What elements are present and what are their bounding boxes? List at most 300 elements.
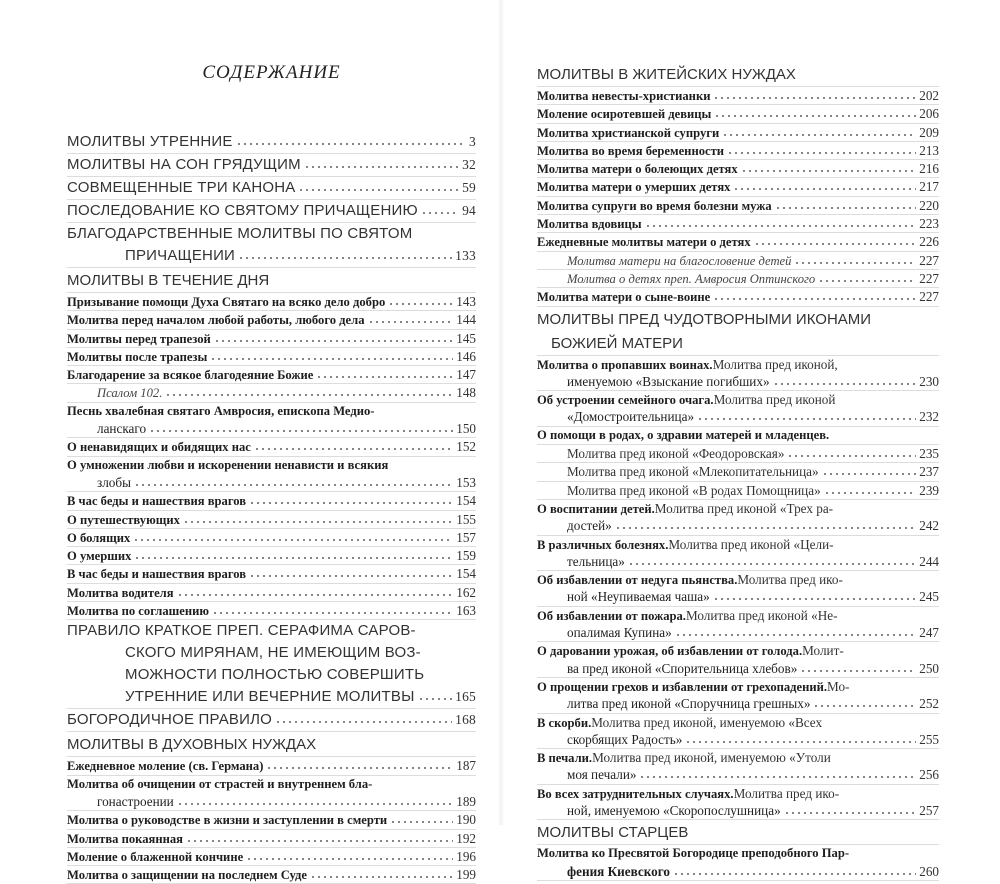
entry-line: [537, 445, 939, 462]
toc-heading-entry[interactable]: [67, 177, 476, 200]
entry-title-bold: Молитва о защищении на последнем Суде: [67, 868, 307, 883]
entry-title: Псалом 102.: [97, 386, 163, 401]
toc-entry[interactable]: [537, 785, 939, 821]
toc-section-heading[interactable]: [537, 820, 939, 845]
dot-leader: [238, 252, 452, 260]
page-number: 190: [456, 812, 476, 828]
entry-title: Молитва пред иконой, именуемою «Всех: [591, 714, 823, 730]
entry-title: Молитва пред иконой,: [712, 356, 838, 372]
page-number: 196: [456, 848, 476, 864]
entry-title: Молитва пред иконой «Трех ра-: [654, 500, 834, 516]
entry-title-continued: СКОГО МИРЯНАМ, НЕ ИМЕЮЩИМ ВОЗ-: [125, 644, 421, 662]
entry-title-bold: О путешествующих: [67, 512, 180, 527]
entry-line: [537, 536, 939, 553]
entry-title-continued: тельница»: [567, 553, 625, 569]
entry-line: [67, 403, 476, 420]
entry-title: Молитва пред иконой: [713, 392, 836, 408]
toc-entry[interactable]: [537, 233, 939, 251]
entry-line: [67, 709, 476, 731]
dot-leader: [794, 257, 916, 265]
entry-line: [537, 660, 939, 677]
entry-line: [537, 62, 939, 86]
entry-title-continued: УТРЕННИЕ ИЛИ ВЕЧЕРНИЕ МОЛИТВЫ: [125, 688, 415, 706]
entry-title-bold: Ежедневные молитвы матери о детях: [537, 235, 751, 250]
entry-title: Молитва матери на благословение детей: [567, 253, 792, 268]
entry-title: БОГОРОДИЧНОЕ ПРАВИЛО: [67, 711, 272, 729]
toc-heading-entry[interactable]: [67, 709, 476, 732]
dot-leader: [784, 807, 917, 815]
page-number: 3: [469, 134, 476, 149]
entry-title-continued: ной, именуемою «Скоропослушница»: [567, 802, 781, 818]
entry-line: [67, 547, 476, 564]
toc-section-heading[interactable]: [67, 268, 476, 293]
entry-line: [67, 811, 476, 828]
page-number: 230: [919, 373, 939, 389]
dot-leader: [254, 443, 453, 451]
entry-line: [537, 624, 939, 641]
entry-line: [537, 288, 939, 305]
page-number: 150: [456, 421, 476, 437]
page-number: 146: [456, 348, 476, 364]
toc-heading-entry[interactable]: [67, 131, 476, 154]
entry-title: Молитва пред иконой «Не-: [685, 607, 838, 623]
entry-line: [67, 268, 476, 292]
dot-leader: [818, 275, 916, 283]
toc-section-heading[interactable]: [537, 62, 939, 87]
entry-title-continued: МОЖНОСТИ ПОЛНОСТЬЮ СОВЕРШИТЬ: [125, 666, 425, 684]
entry-line: [537, 105, 939, 122]
dot-leader: [177, 798, 453, 806]
toc-entry[interactable]: [537, 642, 939, 678]
dot-leader: [714, 110, 916, 118]
toc-entry[interactable]: [67, 311, 476, 329]
toc-entry[interactable]: [67, 811, 476, 829]
book-gutter: [498, 0, 504, 825]
toc-entry[interactable]: [537, 500, 939, 536]
page-number: 213: [919, 142, 939, 158]
entry-line: [67, 793, 476, 810]
entry-title-bold: Молитва покаянная: [67, 831, 183, 846]
entry-line: [537, 863, 939, 880]
dot-leader: [773, 378, 917, 386]
toc-entry[interactable]: [67, 511, 476, 529]
page-number: 162: [456, 584, 476, 600]
toc-entry[interactable]: [67, 830, 476, 848]
toc-entry[interactable]: [537, 160, 939, 178]
dot-leader: [165, 389, 453, 397]
page-number: 217: [919, 179, 939, 195]
entry-line: [537, 731, 939, 748]
entry-title-bold: Молитва водителя: [67, 585, 174, 600]
page-number: 202: [919, 88, 939, 103]
toc-entry[interactable]: [67, 403, 476, 439]
toc-subentry-italic[interactable]: [537, 252, 939, 270]
dot-leader: [722, 129, 916, 137]
entry-line: [67, 245, 476, 267]
entry-title-bold: В печали.: [537, 751, 593, 766]
toc-entry[interactable]: [537, 178, 939, 196]
entry-line: [67, 474, 476, 491]
toc-subentry-italic[interactable]: [537, 270, 939, 288]
entry-line: [67, 529, 476, 546]
entry-title-bold: Во всех затруднительных случаях.: [537, 786, 734, 801]
dot-leader: [713, 92, 916, 100]
entry-title-bold: Ежедневное моление (св. Германа): [67, 759, 264, 774]
dot-leader: [733, 183, 916, 191]
entry-title: Молитва о детях преп. Амвросия Оптинского: [567, 271, 816, 286]
page-number: 216: [919, 161, 939, 177]
toc-entry[interactable]: [67, 584, 476, 602]
entry-title: Молитва пред иконой «Млекопитательница»: [567, 464, 819, 480]
toc-entry[interactable]: [537, 749, 939, 785]
dot-leader: [249, 497, 453, 505]
toc-section-heading[interactable]: [67, 732, 476, 757]
dot-leader: [727, 147, 916, 155]
entry-title: МОЛИТВЫ В ДУХОВНЫХ НУЖДАХ: [67, 736, 317, 754]
toc-entry[interactable]: [67, 866, 476, 884]
dot-leader: [149, 425, 453, 433]
page-number: 206: [919, 106, 939, 122]
page-number: 227: [919, 289, 939, 305]
entry-title: Мо-: [827, 678, 850, 694]
entry-title-continued: ланскаго: [97, 421, 147, 437]
entry-title-continued: достей»: [567, 518, 612, 534]
toc-entry[interactable]: [67, 457, 476, 493]
entry-title-bold: Молитва невесты-христианки: [537, 89, 711, 103]
entry-title-bold: Песнь хвалебная святаго Амвросия, епископа Медио-: [67, 403, 375, 418]
entry-title: Молитва пред ико-: [737, 572, 843, 588]
page-number: 187: [456, 758, 476, 774]
page-number: 235: [919, 446, 939, 462]
toc-entry[interactable]: [67, 547, 476, 565]
entry-line: [67, 620, 476, 642]
toc-entry[interactable]: [537, 678, 939, 714]
toc-entry[interactable]: [537, 607, 939, 643]
toc-entry[interactable]: [67, 293, 476, 311]
page-number: 242: [919, 518, 939, 534]
toc-entry[interactable]: [67, 492, 476, 510]
toc-entry[interactable]: [67, 602, 476, 620]
entry-title: МОЛИТВЫ НА СОН ГРЯДУЩИМ: [67, 156, 301, 173]
toc-entry[interactable]: [67, 776, 476, 812]
toc-entry[interactable]: [67, 330, 476, 348]
toc-list-left: [67, 131, 476, 884]
page-number: 145: [456, 330, 476, 346]
entry-line: [537, 517, 939, 534]
entry-title-bold: О болящих: [67, 530, 131, 545]
entry-line: [67, 330, 476, 347]
toc-entry[interactable]: [537, 197, 939, 215]
dot-leader: [388, 298, 453, 306]
toc-entry[interactable]: [67, 348, 476, 366]
entry-title-bold: Молитва о руководстве в жизни и заступлении в смерти: [67, 813, 388, 828]
entry-title-bold: Молитва христианской супруги: [537, 125, 720, 140]
entry-title-bold: Молитва по соглашению: [67, 604, 209, 619]
page-number: 192: [456, 830, 476, 846]
toc-entry[interactable]: [537, 87, 939, 105]
toc-entry[interactable]: [67, 438, 476, 456]
entry-line: [537, 463, 939, 480]
toc-entry[interactable]: [537, 356, 939, 392]
toc-entry[interactable]: [537, 391, 939, 427]
entry-title-bold: Молитва перед началом любой работы, любого дела: [67, 313, 365, 328]
toc-entry[interactable]: [537, 215, 939, 233]
entry-title-bold: О даровании урожая, об избавлении от голода.: [537, 644, 803, 659]
toc-entry[interactable]: [537, 845, 939, 881]
dot-leader: [645, 220, 917, 228]
toc-heading-entry[interactable]: [67, 223, 476, 268]
entry-line: [67, 223, 476, 245]
page-number: 143: [456, 294, 476, 309]
entry-title-continued: гонастроении: [97, 793, 174, 809]
entry-title-bold: Об избавлении от пожара.: [537, 608, 686, 623]
entry-title-continued: «Домостроительница»: [567, 409, 695, 425]
entry-line: [67, 200, 476, 222]
entry-line: [537, 124, 939, 141]
entry-title-bold: Молитва матери о болеющих детях: [537, 162, 738, 177]
entry-line: [537, 571, 939, 588]
page-number: 252: [919, 696, 939, 712]
entry-line: [537, 142, 939, 159]
entry-line: [67, 757, 476, 774]
toc-list-right: [537, 62, 939, 881]
entry-line: [537, 233, 939, 250]
page-number: 163: [456, 603, 476, 619]
entry-title-bold: Молитва во время беременности: [537, 143, 725, 158]
entry-line: [537, 588, 939, 605]
page-number: 168: [455, 712, 476, 728]
toc-entry[interactable]: [67, 757, 476, 775]
entry-line: [67, 642, 476, 664]
dot-leader: [134, 552, 453, 560]
dot-leader: [685, 736, 916, 744]
dot-leader: [741, 165, 917, 173]
entry-line: [67, 311, 476, 328]
entry-title-continued: фения Киевского: [567, 863, 671, 879]
entry-title-continued: ПРИЧАЩЕНИИ: [125, 247, 236, 264]
toc-entry[interactable]: [537, 714, 939, 750]
entry-title-bold: О ненавидящих и обидящих нас: [67, 440, 251, 455]
dot-leader: [214, 335, 453, 343]
page-number: 154: [456, 493, 476, 509]
entry-title-continued: моя печали»: [567, 767, 637, 783]
entry-line: [67, 732, 476, 756]
entry-title-bold: Благодарение за всякое благодеяние Божие: [67, 368, 314, 383]
entry-line: [537, 270, 939, 287]
entry-line: [67, 131, 476, 153]
entry-line: [537, 845, 939, 862]
entry-title-continued: скорбящих Радость»: [567, 731, 683, 747]
page-number: 152: [456, 439, 476, 455]
dot-leader: [418, 693, 453, 701]
entry-line: [67, 511, 476, 528]
entry-line: [537, 749, 939, 766]
page-number: 148: [456, 385, 476, 401]
entry-line: [537, 307, 939, 331]
toc-entry[interactable]: [537, 288, 939, 306]
dot-leader: [697, 413, 916, 421]
toc-entry[interactable]: [67, 848, 476, 866]
entry-title: МОЛИТВЫ СТАРЦЕВ: [537, 824, 689, 842]
entry-title-bold: Об избавлении от недуга пьянства.: [537, 573, 738, 588]
entry-title-bold: О прощении грехов и избавлении от грехопадений.: [537, 679, 828, 694]
toc-entry[interactable]: [67, 366, 476, 384]
entry-line: [67, 348, 476, 365]
entry-line: [67, 457, 476, 474]
dot-leader: [713, 293, 916, 301]
toc-entry[interactable]: [537, 536, 939, 572]
entry-title-bold: Моление о блаженной кончине: [67, 849, 244, 864]
entry-title: МОЛИТВЫ ПРЕД ЧУДОТВОРНЫМИ ИКОНАМИ: [537, 310, 872, 328]
toc-entry[interactable]: [537, 142, 939, 160]
dot-leader: [800, 665, 916, 673]
entry-line: [67, 565, 476, 582]
dot-leader: [298, 184, 459, 192]
entry-line: [537, 160, 939, 177]
entry-title: ПРАВИЛО КРАТКОЕ ПРЕП. СЕРАФИМА САРОВ-: [67, 622, 416, 640]
dot-leader: [628, 558, 916, 566]
dot-leader: [246, 853, 453, 861]
toc-subentry[interactable]: [537, 482, 939, 500]
entry-line: [537, 642, 939, 659]
entry-title: Молитва пред иконой «В родах Помощница»: [567, 482, 821, 498]
toc-section-heading[interactable]: [537, 307, 939, 356]
page-number: 32: [462, 157, 476, 172]
dot-leader: [133, 534, 453, 542]
page-number: 244: [919, 553, 939, 569]
entry-title-bold: В час беды и нашествия врагов: [67, 567, 247, 582]
page-number: 94: [462, 203, 476, 218]
page-number: 237: [919, 464, 939, 480]
entry-line: [537, 553, 939, 570]
page-number: 223: [919, 216, 939, 232]
page-number: 199: [456, 867, 476, 883]
entry-title-bold: Молитва матери о сыне-воине: [537, 290, 711, 305]
dot-leader: [675, 629, 916, 637]
entry-title-continued: БОЖИЕЙ МАТЕРИ: [551, 334, 683, 352]
toc-heading-entry[interactable]: [67, 154, 476, 177]
page-number: 255: [919, 731, 939, 747]
entry-title-bold: Молитва матери о умерших детях: [537, 180, 731, 195]
dot-leader: [310, 871, 453, 879]
entry-line: [537, 766, 939, 783]
dot-leader: [266, 762, 453, 770]
entry-line: [537, 408, 939, 425]
toc-entry[interactable]: [67, 565, 476, 583]
page-number: 226: [919, 234, 939, 250]
entry-title: СОВМЕЩЕННЫЕ ТРИ КАНОНА: [67, 179, 296, 196]
entry-line: [67, 492, 476, 509]
entry-title-continued: опалимая Купина»: [567, 625, 672, 641]
page-number: 239: [919, 482, 939, 498]
entry-title-bold: Об устроении семейного очага.: [537, 393, 714, 408]
page-number: 220: [919, 197, 939, 213]
entry-line: [67, 602, 476, 619]
entry-title-bold: О воспитании детей.: [537, 501, 655, 516]
page-number: 59: [462, 180, 476, 195]
entry-line: [537, 215, 939, 232]
entry-title-bold: Молитва вдовицы: [537, 217, 642, 232]
entry-title-continued: ной «Неупиваемая чаша»: [567, 589, 710, 605]
entry-line: [537, 607, 939, 624]
entry-title: МОЛИТВЫ УТРЕННИЕ: [67, 133, 233, 150]
page-number: 157: [456, 529, 476, 545]
dot-leader: [713, 593, 917, 601]
entry-title: Молитва пред иконой «Цели-: [668, 536, 834, 552]
dot-leader: [177, 589, 454, 597]
entry-title-continued: именуемою «Взыскание погибших»: [567, 373, 770, 389]
entry-line: [537, 785, 939, 802]
dot-leader: [390, 816, 453, 824]
toc-entry[interactable]: [537, 105, 939, 123]
entry-line: [537, 331, 939, 355]
entry-line: [67, 866, 476, 883]
toc-entry[interactable]: [537, 427, 939, 445]
dot-leader: [368, 316, 454, 324]
dot-leader: [249, 570, 453, 578]
page-number: 209: [919, 124, 939, 140]
entry-title: Молитва пред ико-: [733, 785, 840, 801]
entry-line: [537, 482, 939, 499]
entry-line: [537, 802, 939, 819]
toc-entry[interactable]: [67, 529, 476, 547]
dot-leader: [813, 700, 916, 708]
page-number: 144: [456, 312, 476, 328]
entry-line: [67, 584, 476, 601]
entry-title-bold: О умерших: [67, 549, 132, 564]
page-number: 153: [456, 474, 476, 490]
entry-line: [537, 820, 939, 844]
entry-line: [67, 830, 476, 847]
entry-title-bold: Молитва супруги во время болезни мужа: [537, 198, 772, 213]
entry-title: БЛАГОДАРСТВЕННЫЕ МОЛИТВЫ ПО СВЯТОМ: [67, 225, 413, 242]
page-title: СОДЕРЖАНИЕ: [202, 62, 341, 83]
toc-heading-entry[interactable]: [67, 200, 476, 223]
toc-subentry[interactable]: [537, 445, 939, 463]
entry-title-bold: О умножении любви и искоренении ненависти и всякия: [67, 457, 389, 472]
toc-entry[interactable]: [537, 571, 939, 607]
dot-leader: [421, 207, 459, 215]
entry-line: [67, 438, 476, 455]
entry-title: МОЛИТВЫ В ТЕЧЕНИЕ ДНЯ: [67, 272, 270, 289]
dot-leader: [183, 516, 453, 524]
toc-heading-entry[interactable]: [67, 620, 476, 709]
dot-leader: [304, 161, 459, 169]
entry-line: [537, 695, 939, 712]
toc-entry[interactable]: [537, 124, 939, 142]
entry-line: [67, 177, 476, 199]
dot-leader: [615, 522, 916, 530]
entry-line: [537, 427, 939, 444]
dot-leader: [822, 468, 917, 476]
entry-line: [537, 391, 939, 408]
toc-subentry[interactable]: [537, 463, 939, 481]
dot-leader: [639, 771, 916, 779]
entry-title: МОЛИТВЫ В ЖИТЕЙСКИХ НУЖДАХ: [537, 66, 796, 83]
page-number: 232: [919, 409, 939, 425]
entry-title-bold: О помощи в родах, о здравии матерей и младенцев.: [537, 427, 830, 442]
entry-line: [67, 664, 476, 686]
page-number: 133: [455, 248, 476, 263]
page-number: 189: [456, 793, 476, 809]
entry-title: ПОСЛЕДОВАНИЕ КО СВЯТОМУ ПРИЧАЩЕНИЮ: [67, 202, 418, 219]
dot-leader: [186, 835, 453, 843]
toc-subentry-italic[interactable]: [67, 384, 476, 402]
entry-line: [537, 714, 939, 731]
entry-line: [537, 678, 939, 695]
entry-title-bold: В час беды и нашествия врагов: [67, 494, 247, 509]
dot-leader: [210, 353, 453, 361]
